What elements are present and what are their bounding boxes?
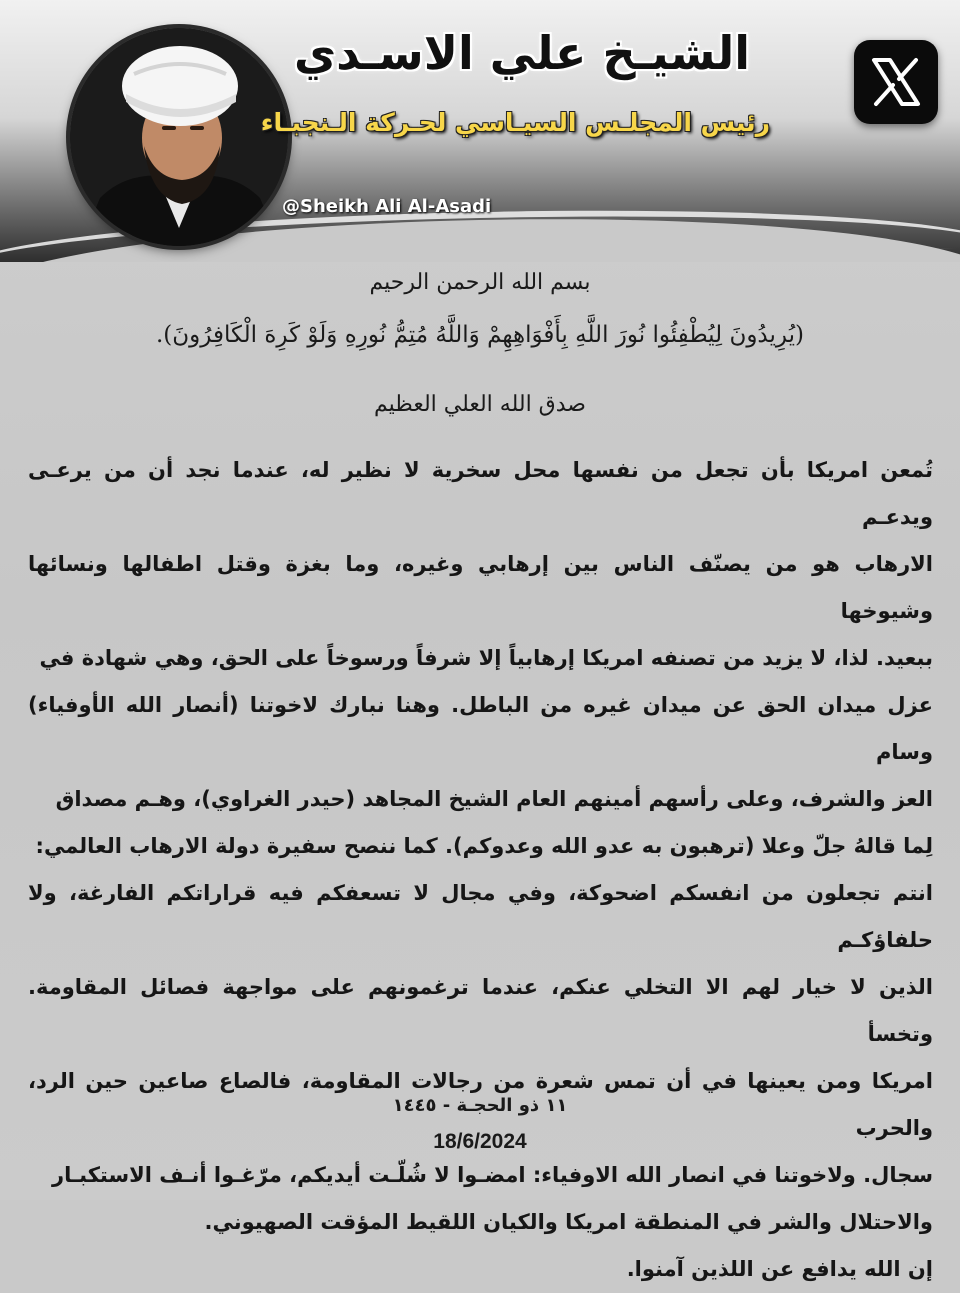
basmala: بسم الله الرحمن الرحيم — [369, 270, 591, 295]
statement-line: سجال. ولاخوتنا في انصار الله الاوفياء: امضـوا لا شُلّـت أيديكم، مرّغـوا أنـف الاستكبـار — [52, 1163, 933, 1187]
closing-phrase: صدق الله العلي العظيم — [374, 392, 586, 417]
statement-line: إن الله يدافع عن اللذين آمنوا. — [626, 1257, 933, 1281]
quran-verse: (يُرِيدُونَ لِيُطْفِئُوا نُورَ اللَّهِ بِأَفْوَاهِهِمْ وَاللَّهُ مُتِمُّ نُورِهِ وَلَوْ كَرِهَ الْكَافِرُونَ). — [156, 322, 804, 348]
avatar — [70, 28, 288, 246]
statement-line: الذين لا خيار لهم الا التخلي عنكم، عندما ترغمونهم على مواجهة فصائل المقاومة. وتخسأ — [28, 975, 933, 1046]
hijri-date: ١١ ذو الحجـة - ١٤٤٥ — [392, 1095, 568, 1116]
x-logo-icon[interactable] — [854, 40, 938, 124]
statement-line: والاحتلال والشر في المنطقة امريكا والكيان اللقيط المؤقت الصهيوني. — [204, 1210, 933, 1234]
header-banner — [0, 0, 960, 262]
author-handle[interactable]: @Sheikh Ali Al-Asadi — [282, 196, 492, 217]
statement-line: العز والشرف، وعلى رأسهم أمينهم العام الشيخ المجاهد (حيدر الغراوي)، وهـم مصداق — [55, 787, 933, 811]
statement-line: تُمعن امريكا بأن تجعل من نفسها محل سخرية لا نظير له، عندما نجد أن من يرعـى ويدعـم — [28, 458, 933, 529]
author-title: رئيس المجلـس السيـاسي لحـركة الـنجبـاء — [260, 108, 770, 137]
gregorian-date: 18/6/2024 — [433, 1130, 527, 1153]
statement-line: امريكا ومن يعينها في أن تمس شعرة من رجالات المقاومة، فالصاع صاعين حين الرد، والحرب — [28, 1069, 933, 1140]
statement-body — [28, 447, 933, 1293]
statement-line: عزل ميدان الحق عن ميدان غيره من الباطل. وهنا نبارك لاخوتنا (أنصار الله الأوفياء) وسام — [28, 693, 933, 764]
statement-line: لِما قالهُ جلّ وعلا (ترهبون به عدو الله وعدوكم). كما ننصح سفيرة دولة الارهاب العالمي: — [35, 834, 933, 858]
author-name: الشيـخ علي الاسـدي — [294, 26, 750, 80]
statement-line: انتم تجعلون من انفسكم اضحوكة، وفي مجال لا تسعفكم فيه قراراتكم الفارغة، ولا حلفاؤكـم — [28, 881, 933, 952]
statement-line: ببعيد. لذا، لا يزيد من تصنفه امريكا إرهابياً إلا شرفاً ورسوخاً على الحق، وهي شهادة في — [39, 646, 933, 670]
statement-line: الارهاب هو من يصنّف الناس بين إرهابي وغيره، وما بغزة وقتل اطفالها ونسائها وشيوخها — [28, 552, 933, 623]
